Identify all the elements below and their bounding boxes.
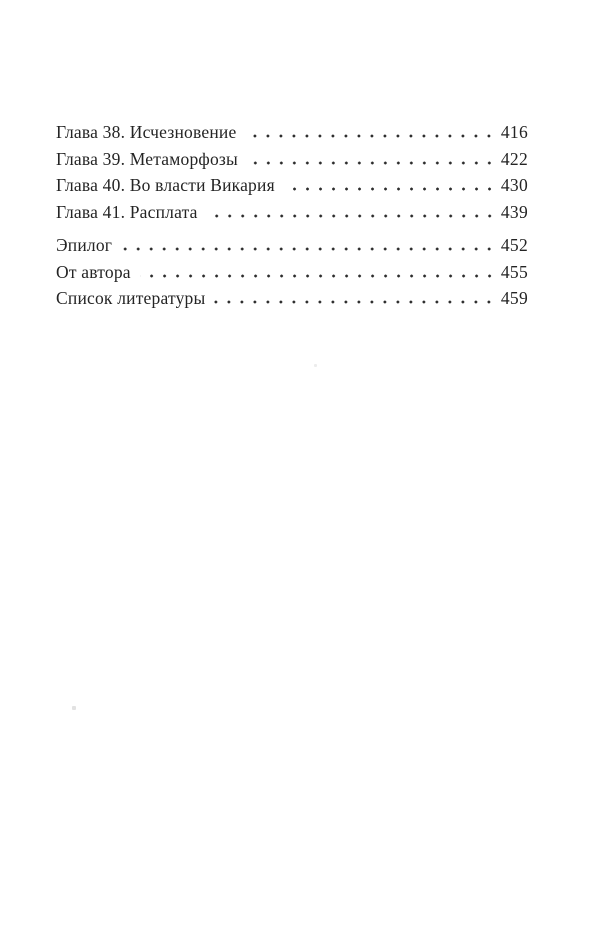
scan-artifact-speck: [72, 706, 76, 710]
toc-entry-page: 455: [500, 261, 528, 282]
toc-entry-page: 459: [500, 288, 528, 308]
toc-entry-label: Глава 41. Расплата: [56, 201, 198, 222]
dot-leader: [245, 134, 495, 138]
toc-entry-label: Глава 39. Метаморфозы: [56, 148, 238, 169]
toc-entry: [56, 119, 528, 146]
toc-entry: [56, 259, 528, 286]
dot-leader: [121, 247, 496, 251]
toc-entry-label: Глава 40. Во власти Викария: [56, 175, 275, 195]
toc-entry-label: От автора: [56, 261, 131, 282]
toc-entry: [56, 285, 528, 312]
toc-backmatter-group: [56, 232, 528, 312]
toc-entry: [56, 199, 528, 226]
toc-entry-label: Глава 38. Исчезновение: [56, 122, 237, 142]
toc-entry-label: Эпилог: [56, 235, 113, 255]
dot-leader: [207, 214, 496, 218]
toc-entry-label: Список литературы: [56, 288, 206, 308]
toc-entry-page: 430: [500, 175, 528, 195]
dot-leader: [214, 300, 495, 304]
toc-entry: [56, 172, 528, 199]
toc-entry: [56, 232, 528, 259]
toc-entry-page: 452: [500, 235, 528, 255]
dot-leader: [284, 187, 496, 191]
toc-entry-page: 439: [500, 201, 528, 222]
dot-leader: [140, 274, 496, 278]
scan-artifact-speck: [314, 364, 317, 367]
toc-entry-page: 416: [500, 122, 528, 142]
table-of-contents: [56, 119, 528, 312]
toc-entry: [56, 146, 528, 173]
toc-chapter-group: [56, 119, 528, 225]
dot-leader: [247, 161, 496, 165]
toc-entry-page: 422: [500, 148, 528, 169]
